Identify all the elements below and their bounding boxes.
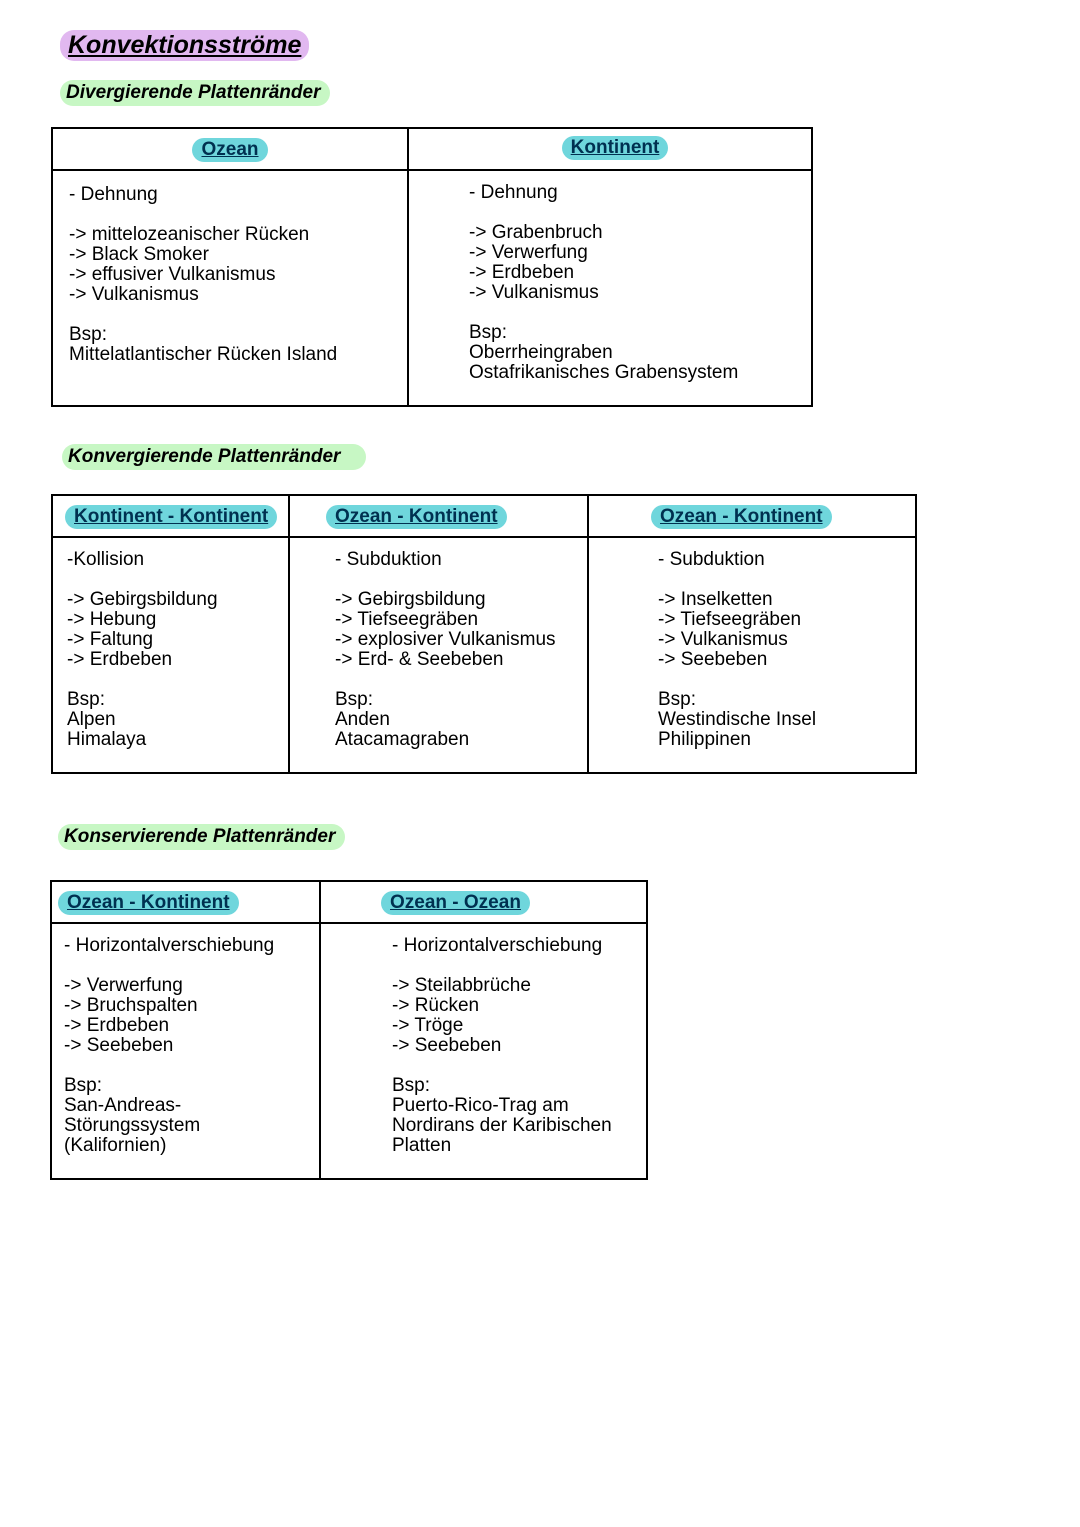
example: Westindische Insel bbox=[658, 709, 817, 730]
example: Puerto-Rico-Trag am bbox=[392, 1095, 569, 1116]
effect: -> Tiefseegräben bbox=[658, 609, 802, 630]
cell-type: - Subduktion bbox=[658, 549, 765, 570]
section-heading-conservative: Konservierende Plattenränder bbox=[58, 824, 345, 850]
divergent-table bbox=[51, 127, 813, 407]
page-title: Konvektionsströme bbox=[60, 30, 309, 61]
example: (Kalifornien) bbox=[64, 1135, 167, 1156]
column-header: Kontinent bbox=[562, 136, 669, 160]
effect: -> Black Smoker bbox=[69, 244, 209, 265]
bsp-label: Bsp: bbox=[67, 689, 106, 710]
effect: -> Erd- & Seebeben bbox=[335, 649, 504, 670]
effect: -> effusiver Vulkanismus bbox=[69, 264, 276, 285]
example: San-Andreas- bbox=[64, 1095, 182, 1116]
section-heading-convergent: Konvergierende Plattenränder bbox=[62, 444, 366, 470]
bsp-label: Bsp: bbox=[392, 1075, 431, 1096]
effect: -> Seebeben bbox=[658, 649, 768, 670]
bsp-label: Bsp: bbox=[335, 689, 374, 710]
bsp-label: Bsp: bbox=[69, 324, 108, 345]
column-header: Ozean bbox=[192, 138, 267, 162]
example: Störungssystem bbox=[64, 1115, 201, 1136]
cell-ozean-kontinent bbox=[51, 923, 320, 1179]
example: Anden bbox=[335, 709, 390, 730]
effect: -> Grabenbruch bbox=[469, 222, 603, 243]
example: Platten bbox=[392, 1135, 452, 1156]
effect: -> Gebirgsbildung bbox=[335, 589, 486, 610]
example: Himalaya bbox=[67, 729, 147, 750]
cell-ozean-kontinent bbox=[289, 537, 588, 773]
column-header: Kontinent - Kontinent bbox=[65, 505, 277, 529]
effect: -> Erdbeben bbox=[67, 649, 173, 670]
cell-type: - Subduktion bbox=[335, 549, 442, 570]
effect: -> Vulkanismus bbox=[469, 282, 599, 303]
bsp-label: Bsp: bbox=[469, 322, 508, 343]
section-heading-divergent: Divergierende Plattenränder bbox=[60, 80, 330, 106]
effect: -> Erdbeben bbox=[469, 262, 575, 283]
bsp-label: Bsp: bbox=[64, 1075, 103, 1096]
column-header: Ozean - Kontinent bbox=[651, 505, 832, 529]
effect: -> Tiefseegräben bbox=[335, 609, 479, 630]
cell-type: - Horizontalverschiebung bbox=[64, 935, 275, 956]
example: Nordirans der Karibischen bbox=[392, 1115, 612, 1136]
effect: -> Vulkanismus bbox=[658, 629, 788, 650]
cell-ozean-ozean bbox=[320, 923, 647, 1179]
conservative-table bbox=[50, 880, 648, 1180]
column-header: Ozean - Kontinent bbox=[58, 891, 239, 915]
effect: -> Steilabbrüche bbox=[392, 975, 531, 996]
example: Atacamagraben bbox=[335, 729, 470, 750]
effect: -> Erdbeben bbox=[64, 1015, 170, 1036]
effect: -> Bruchspalten bbox=[64, 995, 198, 1016]
example: Ostafrikanisches Grabensystem bbox=[469, 362, 739, 383]
cell-type: - Dehnung bbox=[69, 184, 158, 205]
effect: -> Faltung bbox=[67, 629, 154, 650]
convergent-table bbox=[51, 494, 917, 774]
cell-type: -Kollision bbox=[67, 549, 145, 570]
example: Alpen bbox=[67, 709, 116, 730]
cell-type: - Dehnung bbox=[469, 182, 558, 203]
effect: -> Gebirgsbildung bbox=[67, 589, 218, 610]
effect: -> Tröge bbox=[392, 1015, 464, 1036]
example: Mittelatlantischer Rücken Island bbox=[69, 344, 338, 365]
effect: -> Verwerfung bbox=[469, 242, 588, 263]
effect: -> explosiver Vulkanismus bbox=[335, 629, 556, 650]
cell-type: - Horizontalverschiebung bbox=[392, 935, 603, 956]
example: Philippinen bbox=[658, 729, 751, 750]
cell-ozean-kontinent bbox=[588, 537, 916, 773]
bsp-label: Bsp: bbox=[658, 689, 697, 710]
effect: -> Seebeben bbox=[64, 1035, 174, 1056]
cell-kontinent-kontinent bbox=[52, 537, 289, 773]
example: Oberrheingraben bbox=[469, 342, 613, 363]
effect: -> Hebung bbox=[67, 609, 157, 630]
cell-ozean bbox=[52, 170, 408, 406]
effect: -> Seebeben bbox=[392, 1035, 502, 1056]
effect: -> Rücken bbox=[392, 995, 480, 1016]
effect: -> Verwerfung bbox=[64, 975, 183, 996]
cell-kontinent bbox=[408, 170, 812, 406]
effect: -> Inselketten bbox=[658, 589, 773, 610]
effect: -> Vulkanismus bbox=[69, 284, 199, 305]
column-header: Ozean - Ozean bbox=[381, 891, 530, 915]
column-header: Ozean - Kontinent bbox=[326, 505, 507, 529]
effect: -> mittelozeanischer Rücken bbox=[69, 224, 310, 245]
